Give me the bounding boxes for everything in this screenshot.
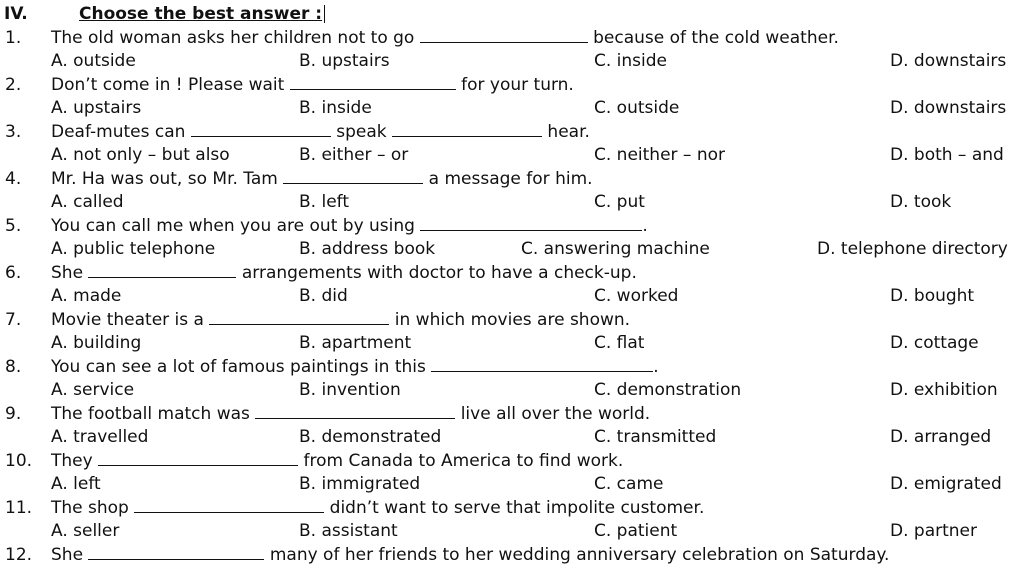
section-title: Choose the best answer : bbox=[79, 4, 323, 24]
answer-options bbox=[0, 379, 1024, 402]
question-number: 8. bbox=[5, 357, 22, 377]
option-d[interactable]: D. downstairs bbox=[890, 51, 1007, 71]
option-b[interactable]: B. apartment bbox=[299, 333, 412, 353]
answer-blank[interactable] bbox=[420, 214, 642, 231]
option-d[interactable]: D. exhibition bbox=[890, 380, 998, 400]
option-c[interactable]: C. put bbox=[594, 192, 645, 212]
question-11 bbox=[0, 496, 1024, 543]
question-number: 2. bbox=[5, 75, 22, 95]
option-c[interactable]: C. neither – nor bbox=[594, 145, 725, 165]
question-number: 9. bbox=[5, 404, 22, 424]
option-b[interactable]: B. did bbox=[299, 286, 348, 306]
option-b[interactable]: B. invention bbox=[299, 380, 401, 400]
option-b[interactable]: B. inside bbox=[299, 98, 372, 118]
option-d[interactable]: D. arranged bbox=[890, 427, 992, 447]
question-text: They from Canada to America to find work. bbox=[51, 451, 624, 471]
option-c[interactable]: C. patient bbox=[594, 521, 678, 541]
option-c[interactable]: C. demonstration bbox=[594, 380, 742, 400]
answer-blank[interactable] bbox=[88, 261, 236, 278]
answer-options bbox=[0, 332, 1024, 355]
option-d[interactable]: D. bought bbox=[890, 286, 975, 306]
option-c[interactable]: C. outside bbox=[594, 98, 680, 118]
question-2 bbox=[0, 73, 1024, 120]
answer-blank[interactable] bbox=[283, 167, 423, 184]
option-b[interactable]: B. upstairs bbox=[299, 51, 390, 71]
question-number: 7. bbox=[5, 310, 22, 330]
answer-blank[interactable] bbox=[255, 402, 455, 419]
option-d[interactable]: D. downstairs bbox=[890, 98, 1007, 118]
question-10 bbox=[0, 449, 1024, 496]
question-1 bbox=[0, 26, 1024, 73]
option-d[interactable]: D. both – and bbox=[890, 145, 1004, 165]
question-7 bbox=[0, 308, 1024, 355]
question-text: You can see a lot of famous paintings in this . bbox=[51, 357, 659, 377]
option-d[interactable]: D. telephone directory bbox=[817, 239, 1008, 259]
question-number: 5. bbox=[5, 216, 22, 236]
option-a[interactable]: A. building bbox=[51, 333, 142, 353]
answer-blank[interactable] bbox=[431, 355, 653, 372]
option-b[interactable]: B. either – or bbox=[299, 145, 409, 165]
question-text: Movie theater is a in which movies are shown. bbox=[51, 310, 631, 330]
question-number: 10. bbox=[5, 451, 33, 471]
answer-options bbox=[0, 97, 1024, 120]
option-d[interactable]: D. emigrated bbox=[890, 474, 1002, 494]
question-text: The shop didn’t want to serve that impolite customer. bbox=[51, 498, 705, 518]
question-text: She many of her friends to her wedding anniversary celebration on Saturday. bbox=[51, 545, 890, 565]
option-a[interactable]: A. made bbox=[51, 286, 122, 306]
option-c[interactable]: C. answering machine bbox=[521, 239, 710, 259]
option-c[interactable]: C. came bbox=[594, 474, 664, 494]
option-a[interactable]: A. left bbox=[51, 474, 101, 494]
question-number: 6. bbox=[5, 263, 22, 283]
option-c[interactable]: C. transmitted bbox=[594, 427, 717, 447]
option-a[interactable]: A. travelled bbox=[51, 427, 149, 447]
question-6 bbox=[0, 261, 1024, 308]
question-text: Deaf-mutes can speak hear. bbox=[51, 122, 590, 142]
answer-options bbox=[0, 473, 1024, 496]
option-c[interactable]: C. worked bbox=[594, 286, 679, 306]
answer-options bbox=[0, 426, 1024, 449]
answer-options bbox=[0, 238, 1024, 261]
question-number: 12. bbox=[5, 545, 33, 565]
option-c[interactable]: C. inside bbox=[594, 51, 668, 71]
option-d[interactable]: D. cottage bbox=[890, 333, 979, 353]
question-4 bbox=[0, 167, 1024, 214]
option-a[interactable]: A. upstairs bbox=[51, 98, 142, 118]
answer-options bbox=[0, 191, 1024, 214]
question-text: Mr. Ha was out, so Mr. Tam a message for him. bbox=[51, 169, 593, 189]
option-b[interactable]: B. address book bbox=[299, 239, 436, 259]
option-d[interactable]: D. partner bbox=[890, 521, 977, 541]
answer-blank[interactable] bbox=[392, 120, 542, 137]
answer-blank[interactable] bbox=[420, 26, 588, 43]
question-text: You can call me when you are out by using . bbox=[51, 216, 648, 236]
question-number: 4. bbox=[5, 169, 22, 189]
answer-blank[interactable] bbox=[98, 449, 298, 466]
answer-options bbox=[0, 50, 1024, 73]
question-8 bbox=[0, 355, 1024, 402]
answer-blank[interactable] bbox=[209, 308, 389, 325]
option-c[interactable]: C. flat bbox=[594, 333, 645, 353]
answer-options bbox=[0, 285, 1024, 308]
question-9 bbox=[0, 402, 1024, 449]
question-text: The football match was live all over the world. bbox=[51, 404, 651, 424]
answer-options bbox=[0, 144, 1024, 167]
answer-blank[interactable] bbox=[290, 73, 456, 90]
option-b[interactable]: B. demonstrated bbox=[299, 427, 442, 447]
question-text: The old woman asks her children not to go because of the cold weather. bbox=[51, 28, 839, 48]
question-text: Don’t come in ! Please wait for your turn. bbox=[51, 75, 574, 95]
question-text: She arrangements with doctor to have a check-up. bbox=[51, 263, 637, 283]
option-a[interactable]: A. called bbox=[51, 192, 124, 212]
option-a[interactable]: A. not only – but also bbox=[51, 145, 230, 165]
section-number: IV. bbox=[4, 4, 28, 24]
question-3 bbox=[0, 120, 1024, 167]
option-b[interactable]: B. left bbox=[299, 192, 350, 212]
option-b[interactable]: B. assistant bbox=[299, 521, 398, 541]
question-12 bbox=[0, 543, 1024, 569]
option-d[interactable]: D. took bbox=[890, 192, 952, 212]
answer-options bbox=[0, 520, 1024, 543]
option-a[interactable]: A. seller bbox=[51, 521, 120, 541]
option-a[interactable]: A. public telephone bbox=[51, 239, 216, 259]
answer-blank[interactable] bbox=[88, 543, 264, 560]
option-a[interactable]: A. outside bbox=[51, 51, 136, 71]
answer-blank[interactable] bbox=[134, 496, 324, 513]
question-number: 11. bbox=[5, 498, 33, 518]
answer-blank[interactable] bbox=[191, 120, 331, 137]
question-number: 3. bbox=[5, 122, 22, 142]
option-b[interactable]: B. immigrated bbox=[299, 474, 421, 494]
question-5 bbox=[0, 214, 1024, 261]
question-number: 1. bbox=[5, 28, 22, 48]
option-a[interactable]: A. service bbox=[51, 380, 135, 400]
text-cursor bbox=[324, 5, 325, 23]
